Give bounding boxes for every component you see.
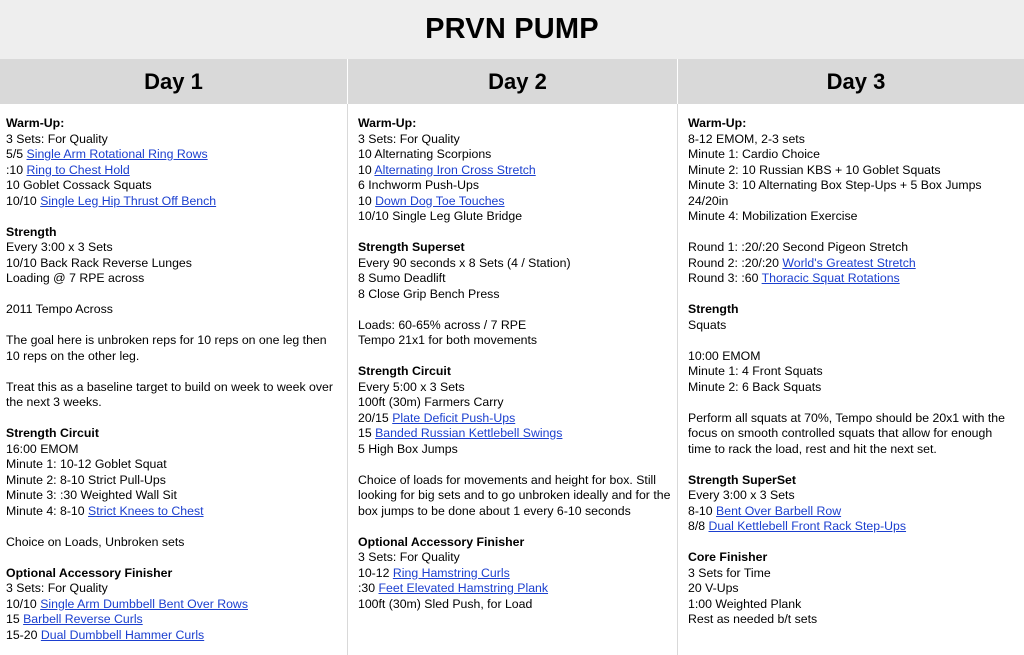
workout-line (358, 178, 671, 194)
line-text: Minute 4: 8-10 (6, 503, 89, 518)
line-text: Every 90 seconds x 8 Sets (4 / Station) (358, 255, 571, 270)
line-text: Treat this as a baseline target to build on week to week over the next 3 weeks. (6, 379, 333, 409)
line-text: 15-20 (6, 627, 41, 642)
exercise-link-plate-deficit-push-ups[interactable]: Plate Deficit Push-Ups (392, 410, 516, 425)
day-1-header: Day 1 (0, 59, 347, 104)
page-title: PRVN PUMP (425, 13, 599, 45)
line-text: 16:00 EMOM (6, 441, 79, 456)
line-text: Every 3:00 x 3 Sets (688, 488, 795, 502)
line-text: Every 5:00 x 3 Sets (358, 379, 465, 394)
line-text: 8/8 (688, 519, 709, 533)
workout-line (358, 581, 671, 597)
line-text: Minute 3: 10 Alternating Box Step-Ups + 5 Box Jumps 24/20in (688, 178, 982, 208)
line-text: Minute 2: 8-10 Strict Pull-Ups (6, 472, 166, 487)
workout-line (688, 209, 1018, 225)
exercise-link-world-s-greatest-stretch[interactable]: World's Greatest Stretch (782, 255, 916, 270)
line-text: Loads: 60-65% across / 7 RPE (358, 317, 527, 332)
exercise-link-ring-hamstring-curls[interactable]: Ring Hamstring Curls (392, 565, 510, 580)
workout-line (6, 380, 341, 411)
workout-section (358, 473, 671, 520)
line-text: Minute 1: Cardio Choice (688, 147, 820, 161)
workout-line (688, 349, 1018, 365)
workout-section (6, 333, 341, 364)
line-text: 8-12 EMOM, 2-3 sets (688, 131, 805, 146)
line-text: 10 (358, 193, 376, 208)
workout-line (6, 178, 341, 194)
workout-line (358, 395, 671, 411)
workout-section (6, 566, 341, 644)
workout-line (688, 147, 1018, 163)
workout-line (358, 442, 671, 458)
line-text: Minute 2: 10 Russian KBS + 10 Goblet Squats (688, 162, 941, 177)
workout-line (688, 132, 1018, 148)
workout-line (358, 318, 671, 334)
line-text: Rest as needed b/t sets (688, 612, 818, 626)
section-title-warm-up: Warm-Up: (6, 116, 65, 130)
line-text: :30 (358, 581, 379, 595)
workout-line (6, 597, 341, 613)
workout-line (688, 364, 1018, 380)
exercise-link-single-arm-dumbbell-bent-over-rows[interactable]: Single Arm Dumbbell Bent Over Rows (40, 596, 248, 611)
line-text: Minute 3: :30 Weighted Wall Sit (6, 488, 177, 502)
day-2-column (347, 104, 677, 655)
line-text: 10/10 Single Leg Glute Bridge (358, 209, 523, 223)
section-title-core-finisher: Core Finisher (688, 550, 768, 564)
workout-section (358, 240, 671, 302)
workout-line (358, 426, 671, 442)
workout-line (358, 163, 671, 179)
workout-line (6, 333, 341, 364)
line-text: 2011 Tempo Across (6, 302, 113, 316)
line-text: Choice of loads for movements and height for box. Still looking for big sets and to go unbroken ideally and for the box jumps to be done about 1 every 6-10 seconds (358, 472, 671, 518)
workout-line (6, 628, 341, 644)
workout-line (6, 612, 341, 628)
section-title-strength-superset: Strength Superset (358, 240, 465, 254)
workout-section (688, 116, 1018, 225)
line-text: 10 Goblet Cossack Squats (6, 178, 152, 192)
workout-line (358, 209, 671, 225)
workout-section (6, 116, 341, 209)
workout-line (358, 473, 671, 520)
workout-section (358, 535, 671, 613)
workout-line (358, 194, 671, 210)
line-text: 3 Sets: For Quality (6, 131, 108, 146)
line-text: 3 Sets for Time (688, 565, 771, 580)
workout-line (6, 163, 341, 179)
line-text: 15 (6, 612, 24, 626)
workout-section (688, 240, 1018, 287)
line-text: Perform all squats at 70%, Tempo should be 20x1 with the focus on smooth controlled squats that allow for enough time to rack the load, rest and hit the next set. (688, 410, 1005, 456)
section-title-strength-circuit: Strength Circuit (358, 364, 451, 378)
line-text: 10/10 Back Rack Reverse Lunges (6, 255, 192, 270)
workout-section (688, 411, 1018, 458)
workout-section (6, 380, 341, 411)
workout-line (358, 550, 671, 566)
line-text: 100ft (30m) Farmers Carry (358, 395, 504, 409)
workout-line (6, 256, 341, 272)
workout-line (358, 411, 671, 427)
line-text: Round 3: :60 (688, 271, 762, 285)
line-text: 20 V-Ups (688, 581, 739, 595)
workout-line (358, 271, 671, 287)
workout-line (358, 132, 671, 148)
section-title-optional-accessory-finisher: Optional Accessory Finisher (6, 565, 173, 580)
exercise-link-thoracic-squat-rotations[interactable]: Thoracic Squat Rotations (761, 271, 900, 285)
line-text: 100ft (30m) Sled Push, for Load (358, 596, 533, 611)
line-text: 10/10 (6, 596, 41, 611)
workout-line (688, 566, 1018, 582)
exercise-link-bent-over-barbell-row[interactable]: Bent Over Barbell Row (716, 503, 842, 518)
line-text: 3 Sets: For Quality (358, 550, 460, 564)
section-title-strength-superset: Strength SuperSet (688, 472, 796, 487)
workout-section (6, 225, 341, 287)
workout-section (358, 116, 671, 225)
day-1-column (0, 104, 347, 655)
workout-line (6, 504, 341, 520)
workout-section (688, 349, 1018, 396)
workout-line (358, 256, 671, 272)
section-title-warm-up: Warm-Up: (358, 116, 417, 130)
workout-section (358, 318, 671, 349)
workout-line (6, 473, 341, 489)
workout-line (6, 194, 341, 210)
workout-line (6, 147, 341, 163)
line-text: 8-10 (688, 503, 717, 518)
line-text: 10/10 (6, 193, 41, 208)
workout-section (6, 302, 341, 318)
workout-section (6, 426, 341, 519)
day-header-row (0, 59, 1024, 104)
line-text: Loading @ 7 RPE across (6, 271, 145, 285)
workout-line (688, 504, 1018, 520)
workout-line (688, 612, 1018, 628)
line-text: Minute 2: 6 Back Squats (688, 379, 822, 394)
line-text: Choice on Loads, Unbroken sets (6, 534, 185, 549)
workout-section (688, 302, 1018, 333)
section-title-strength: Strength (6, 224, 57, 239)
line-text: Minute 4: Mobilization Exercise (688, 209, 858, 223)
day-columns (0, 104, 1024, 655)
workout-section (358, 364, 671, 457)
workout-section (688, 473, 1018, 535)
exercise-link-dual-dumbbell-hammer-curls[interactable]: Dual Dumbbell Hammer Curls (40, 627, 205, 642)
workout-line (688, 163, 1018, 179)
line-text: 1:00 Weighted Plank (688, 596, 802, 611)
workout-line (688, 597, 1018, 613)
workout-line (358, 287, 671, 303)
workout-line (688, 519, 1018, 535)
line-text: 3 Sets: For Quality (6, 581, 108, 595)
line-text: 10-12 (358, 565, 393, 580)
line-text: Tempo 21x1 for both movements (358, 333, 538, 347)
line-text: 10:00 EMOM (688, 348, 761, 363)
workout-line (358, 333, 671, 349)
workout-line (688, 256, 1018, 272)
line-text: The goal here is unbroken reps for 10 reps on one leg then 10 reps on the other leg. (6, 333, 327, 363)
workout-line (6, 457, 341, 473)
section-title-strength-circuit: Strength Circuit (6, 426, 99, 440)
line-text: 3 Sets: For Quality (358, 131, 460, 146)
line-text: Squats (688, 317, 727, 332)
line-text: :10 (6, 162, 27, 177)
workout-line (358, 380, 671, 396)
line-text: Every 3:00 x 3 Sets (6, 240, 113, 254)
workout-line (688, 581, 1018, 597)
exercise-link-alternating-iron-cross-stretch[interactable]: Alternating Iron Cross Stretch (374, 162, 536, 177)
workout-line (6, 132, 341, 148)
workout-line (6, 442, 341, 458)
workout-line (358, 147, 671, 163)
workout-line (688, 178, 1018, 209)
day-2-header: Day 2 (347, 59, 677, 104)
line-text: 8 Close Grip Bench Press (358, 286, 500, 301)
exercise-link-ring-to-chest-hold[interactable]: Ring to Chest Hold (26, 162, 130, 177)
line-text: 20/15 (358, 410, 393, 425)
workout-line (6, 488, 341, 504)
workout-line (6, 271, 341, 287)
line-text: 5/5 (6, 147, 27, 161)
workout-section (688, 550, 1018, 628)
workout-line (358, 597, 671, 613)
section-title-warm-up: Warm-Up: (688, 116, 747, 130)
workout-line (358, 566, 671, 582)
exercise-link-dual-kettlebell-front-rack-step-ups[interactable]: Dual Kettlebell Front Rack Step-Ups (708, 519, 907, 533)
line-text: 10 Alternating Scorpions (358, 147, 492, 161)
workout-line (6, 240, 341, 256)
line-text: 15 (358, 426, 376, 440)
day-3-column (677, 104, 1024, 655)
section-title-strength: Strength (688, 302, 739, 316)
line-text: 8 Sumo Deadlift (358, 271, 446, 285)
line-text: Round 2: :20/:20 (688, 255, 783, 270)
line-text: Minute 1: 10-12 Goblet Squat (6, 457, 167, 471)
line-text: 6 Inchworm Push-Ups (358, 178, 479, 192)
section-title-optional-accessory-finisher: Optional Accessory Finisher (358, 534, 525, 549)
workout-line (688, 318, 1018, 334)
workout-line (6, 535, 341, 551)
exercise-link-down-dog-toe-touches[interactable]: Down Dog Toe Touches (375, 193, 505, 208)
workout-line (688, 271, 1018, 287)
exercise-link-banded-russian-kettlebell-swings[interactable]: Banded Russian Kettlebell Swings (375, 426, 563, 440)
exercise-link-strict-knees-to-chest[interactable]: Strict Knees to Chest (88, 503, 204, 518)
workout-line (6, 302, 341, 318)
exercise-link-feet-elevated-hamstring-plank[interactable]: Feet Elevated Hamstring Plank (378, 581, 549, 595)
line-text: Round 1: :20/:20 Second Pigeon Stretch (688, 240, 909, 254)
workout-line (688, 380, 1018, 396)
line-text: 5 High Box Jumps (358, 441, 458, 456)
line-text: Minute 1: 4 Front Squats (688, 364, 823, 378)
workout-line (688, 488, 1018, 504)
workout-section (6, 535, 341, 551)
title-bar (0, 0, 1024, 59)
exercise-link-barbell-reverse-curls[interactable]: Barbell Reverse Curls (23, 612, 143, 626)
exercise-link-single-arm-rotational-ring-rows[interactable]: Single Arm Rotational Ring Rows (26, 147, 208, 161)
workout-line (688, 411, 1018, 458)
exercise-link-single-leg-hip-thrust-off-bench[interactable]: Single Leg Hip Thrust Off Bench (40, 193, 217, 208)
workout-line (688, 240, 1018, 256)
line-text: 10 (358, 162, 375, 177)
day-3-header: Day 3 (677, 59, 1024, 104)
workout-line (6, 581, 341, 597)
